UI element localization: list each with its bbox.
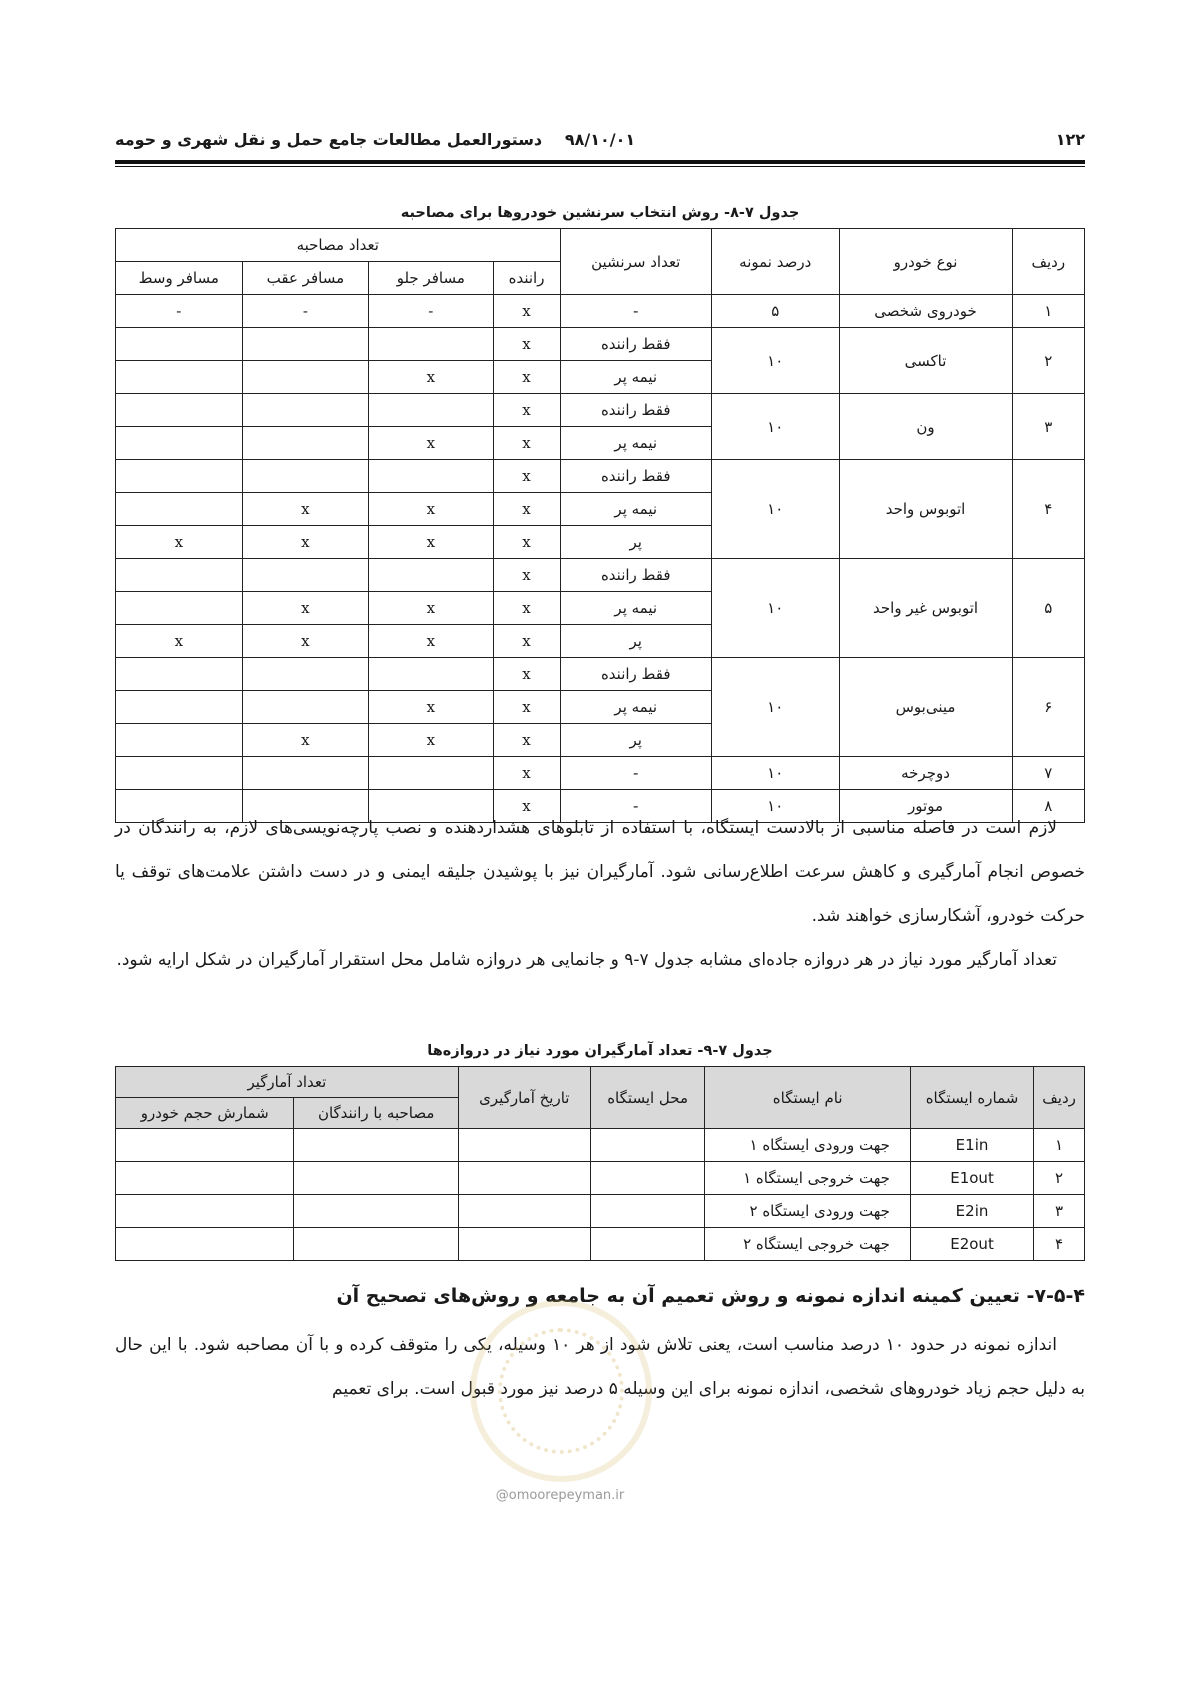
th-row: ردیف: [1034, 1067, 1085, 1129]
page-number: ۱۲۲: [1055, 130, 1085, 149]
table-cell: x: [493, 658, 560, 691]
table-cell: x: [242, 493, 369, 526]
table-cell: [294, 1195, 458, 1228]
table-cell: [458, 1195, 590, 1228]
table-cell: E1in: [910, 1129, 1033, 1162]
table-cell: [369, 460, 493, 493]
table-row: [116, 460, 1085, 493]
table-cell: -: [560, 757, 711, 790]
table-cell: [242, 328, 369, 361]
table-cell: ۱۰: [711, 559, 839, 658]
th-occupancy: تعداد سرنشین: [560, 229, 711, 295]
table-cell: ۸: [1012, 790, 1084, 823]
table-row: [116, 658, 1085, 691]
table2-caption: جدول ۷-۹- تعداد آمارگیران مورد نیاز در دروازه‌ها: [427, 1043, 773, 1059]
table-cell: [116, 757, 243, 790]
th-driver: راننده: [493, 262, 560, 295]
table-cell: [369, 559, 493, 592]
th-interviews: تعداد مصاحبه: [116, 229, 561, 262]
table-cell: [116, 658, 243, 691]
table-cell: [116, 691, 243, 724]
table-cell: ۳: [1012, 394, 1084, 460]
table-cell: -: [560, 790, 711, 823]
table-cell: x: [242, 625, 369, 658]
table-cell: x: [116, 625, 243, 658]
table-cell: ۱۰: [711, 328, 839, 394]
table-cell: ۷: [1012, 757, 1084, 790]
table1-body: [116, 295, 1085, 823]
table-cell: [294, 1228, 458, 1261]
table-cell: ۵: [711, 295, 839, 328]
table-row: [116, 757, 1085, 790]
table-cell: [590, 1162, 705, 1195]
table-cell: جهت خروجی ایستگاه ۱: [705, 1162, 910, 1195]
table-cell: [294, 1162, 458, 1195]
table-cell: [369, 658, 493, 691]
table-cell: E2out: [910, 1228, 1033, 1261]
paragraph: تعداد آمارگیر مورد نیاز در هر دروازه جاده‌ای مشابه جدول ۷-۹ و جانمایی هر دروازه شامل محل استقرار آمارگیران در شکل ارایه شود.: [116, 950, 1057, 970]
th-front: مسافر جلو: [369, 262, 493, 295]
table-cell: ۱۰: [711, 394, 839, 460]
table-cell: [458, 1162, 590, 1195]
table-cell: [590, 1129, 705, 1162]
paragraph: اندازه نمونه در حدود ۱۰ درصد مناسب است، یعنی تلاش شود از هر ۱۰ وسیله، یکی را متوقف کرده و با آن مصاحبه شود. با این حال به دلیل حجم زیاد خودروهای شخصی، اندازه نمونه برای این وسیله ۵ درصد نیز مورد قبول است. برای تعمیم: [115, 1335, 1085, 1399]
table-cell: ۱۰: [711, 757, 839, 790]
th-station-name: نام ایستگاه: [705, 1067, 910, 1129]
table-cell: x: [369, 592, 493, 625]
table-cell: x: [369, 724, 493, 757]
table-cell: x: [493, 427, 560, 460]
table-cell: ۴: [1012, 460, 1084, 559]
table-cell: اتوبوس غیر واحد: [839, 559, 1012, 658]
table-cell: [116, 460, 243, 493]
table-cell: x: [369, 625, 493, 658]
table-cell: پر: [560, 625, 711, 658]
table-cell: x: [493, 328, 560, 361]
table-cell: [590, 1228, 705, 1261]
th-row: ردیف: [1012, 229, 1084, 295]
th-survey-date: تاریخ آمارگیری: [458, 1067, 590, 1129]
table-cell: x: [242, 526, 369, 559]
table-cell: نیمه پر: [560, 361, 711, 394]
table-cell: نیمه پر: [560, 427, 711, 460]
th-rear: مسافر عقب: [242, 262, 369, 295]
table-cell: [116, 559, 243, 592]
table-cell: x: [493, 691, 560, 724]
table-cell: دوچرخه: [839, 757, 1012, 790]
table-cell: x: [493, 790, 560, 823]
table-cell: [116, 361, 243, 394]
table-cell: فقط راننده: [560, 559, 711, 592]
table-cell: جهت ورودی ایستگاه ۲: [705, 1195, 910, 1228]
table-cell: x: [242, 724, 369, 757]
table-cell: [458, 1228, 590, 1261]
table-cell: ۱۰: [711, 658, 839, 757]
table-cell: جهت ورودی ایستگاه ۱: [705, 1129, 910, 1162]
table-cell: ۵: [1012, 559, 1084, 658]
table-cell: ۱: [1034, 1129, 1085, 1162]
table-cell: موتور: [839, 790, 1012, 823]
table-cell: نیمه پر: [560, 493, 711, 526]
table-cell: [242, 757, 369, 790]
table-row: [116, 1129, 1085, 1162]
table-cell: x: [493, 361, 560, 394]
table-cell: x: [242, 592, 369, 625]
table-cell: [116, 1195, 294, 1228]
table-cell: x: [493, 460, 560, 493]
table-cell: x: [493, 757, 560, 790]
table-cell: x: [369, 361, 493, 394]
th-vehicle: نوع خودرو: [839, 229, 1012, 295]
table-cell: [242, 427, 369, 460]
table-cell: تاکسی: [839, 328, 1012, 394]
table-cell: x: [493, 625, 560, 658]
table-cell: فقط راننده: [560, 394, 711, 427]
table-cell: [116, 493, 243, 526]
body-text-1: [115, 806, 1085, 982]
table-passenger-selection: [115, 228, 1085, 823]
header-date: ۹۸/۱۰/۰۱: [564, 130, 636, 149]
table-cell: [369, 757, 493, 790]
th-station-loc: محل ایستگاه: [590, 1067, 705, 1129]
table-cell: اتوبوس واحد: [839, 460, 1012, 559]
table-cell: x: [116, 526, 243, 559]
table-cell: E1out: [910, 1162, 1033, 1195]
header-rule-thin: [115, 166, 1085, 167]
table-row: [116, 1195, 1085, 1228]
table-cell: x: [493, 493, 560, 526]
table-row: [116, 295, 1085, 328]
table-cell: [116, 592, 243, 625]
table-cell: ون: [839, 394, 1012, 460]
table1-caption: جدول ۷-۸- روش انتخاب سرنشین خودروها برای مصاحبه: [400, 205, 800, 221]
table-cell: پر: [560, 724, 711, 757]
table-cell: [294, 1129, 458, 1162]
table-cell: [458, 1129, 590, 1162]
table-cell: x: [493, 394, 560, 427]
table-cell: [116, 1162, 294, 1195]
table-cell: ۱۰: [711, 460, 839, 559]
th-volume-count: شمارش حجم خودرو: [116, 1098, 294, 1129]
table-cell: جهت خروجی ایستگاه ۲: [705, 1228, 910, 1261]
watermark-url: @omoorepeyman.ir: [495, 1488, 625, 1503]
table-cell: E2in: [910, 1195, 1033, 1228]
table-cell: -: [369, 295, 493, 328]
table-cell: فقط راننده: [560, 658, 711, 691]
table-cell: [590, 1195, 705, 1228]
table-cell: نیمه پر: [560, 691, 711, 724]
table-cell: [116, 1228, 294, 1261]
table-cell: x: [493, 526, 560, 559]
table-cell: [116, 328, 243, 361]
table-row: [116, 328, 1085, 361]
table-cell: [116, 724, 243, 757]
table-cell: ۲: [1012, 328, 1084, 394]
table-cell: ۲: [1034, 1162, 1085, 1195]
table-cell: [369, 394, 493, 427]
table-row: [116, 1228, 1085, 1261]
table-row: [116, 394, 1085, 427]
table-cell: پر: [560, 526, 711, 559]
table-cell: [242, 658, 369, 691]
table-cell: [242, 361, 369, 394]
table-cell: -: [242, 295, 369, 328]
table-cell: -: [116, 295, 243, 328]
table-cell: [242, 559, 369, 592]
th-driver-interview: مصاحبه با رانندگان: [294, 1098, 458, 1129]
table-cell: x: [493, 295, 560, 328]
table-row: [116, 1162, 1085, 1195]
table-cell: x: [369, 427, 493, 460]
table-cell: [116, 1129, 294, 1162]
table-cell: x: [493, 592, 560, 625]
table-cell: ۴: [1034, 1228, 1085, 1261]
running-header: [115, 130, 1085, 154]
th-sample-percent: درصد نمونه: [711, 229, 839, 295]
table-surveyors: [115, 1066, 1085, 1261]
watermark-seal-icon: [470, 1300, 652, 1482]
th-surveyors: تعداد آمارگیر: [116, 1067, 459, 1098]
table-cell: [242, 394, 369, 427]
table-cell: مینی‌بوس: [839, 658, 1012, 757]
table-cell: ۶: [1012, 658, 1084, 757]
header-title: دستورالعمل مطالعات جامع حمل و نقل شهری و حومه: [115, 130, 543, 149]
table-cell: فقط راننده: [560, 328, 711, 361]
table-cell: فقط راننده: [560, 460, 711, 493]
table2-body: [116, 1129, 1085, 1261]
table-cell: [116, 427, 243, 460]
paragraph: لازم است در فاصله مناسبی از بالادست ایستگاه، با استفاده از تابلوهای هشداردهنده و نصب پارچه‌نویسی‌های لازم، به رانندگان در خصوص انجام آمارگیری و کاهش سرعت اطلاع‌رسانی شود. آمارگیران نیز با پوشیدن جلیقه ایمنی و در دست داشتن علامت‌های توقف یا حرکت خودرو، آشکارسازی خواهند شد.: [115, 818, 1085, 926]
table-cell: نیمه پر: [560, 592, 711, 625]
table-row: [116, 559, 1085, 592]
table-cell: ۳: [1034, 1195, 1085, 1228]
table-cell: x: [493, 559, 560, 592]
table-cell: خودروی شخصی: [839, 295, 1012, 328]
table-cell: [116, 394, 243, 427]
th-station-no: شماره ایستگاه: [910, 1067, 1033, 1129]
table-cell: ۱: [1012, 295, 1084, 328]
table-cell: x: [493, 724, 560, 757]
table-cell: [369, 328, 493, 361]
table-cell: x: [369, 691, 493, 724]
th-middle: مسافر وسط: [116, 262, 243, 295]
table-cell: [242, 691, 369, 724]
table-cell: x: [369, 493, 493, 526]
table-cell: x: [369, 526, 493, 559]
section-heading: ۷-۵-۴- تعیین کمینه اندازه نمونه و روش تعمیم آن به جامعه و روش‌های تصحیح آن: [336, 1285, 1085, 1307]
header-rule: [115, 160, 1085, 164]
table-cell: [242, 460, 369, 493]
table-cell: ۱۰: [711, 790, 839, 823]
table-cell: -: [560, 295, 711, 328]
